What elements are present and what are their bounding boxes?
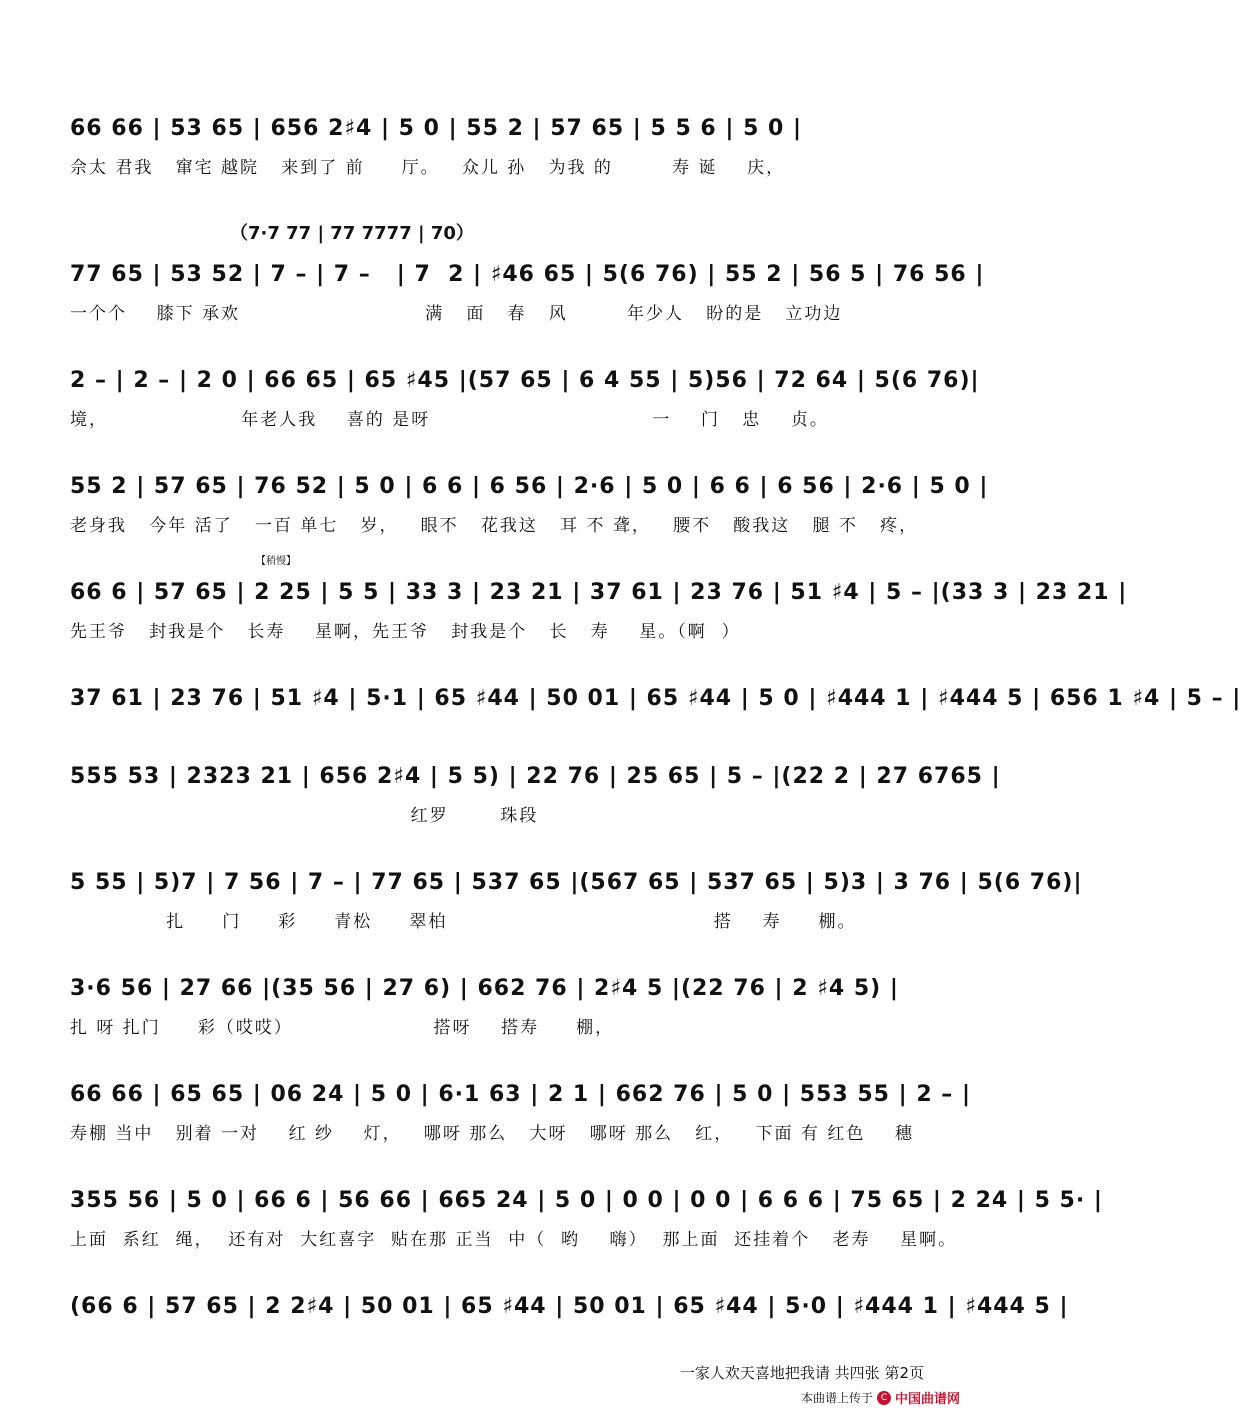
lyric-line: 先王爷 封我是个 长寿 星啊，先王爷 封我是个 长 寿 星。（啊 ）	[70, 622, 741, 642]
site-logo-icon: C	[877, 1391, 891, 1405]
notation-line: 66 66 | 65 65 | 06 24 | 5 0 | 6·1 63 | 2 1 | 662 76 | 5 0 | 553 55 | 2 – |	[70, 1082, 971, 1107]
lyric-line: 寿棚 当中 别着 一对 红 纱 灯， 哪呀 那么 大呀 哪呀 那么 红， 下面 有 红色 穗	[70, 1124, 914, 1144]
tempo-marking: 【稍慢】	[256, 556, 296, 567]
lyric-line: 一个个 膝下 承欢 满 面 春 风 年少人 盼的是 立功边	[70, 304, 843, 324]
notation-line: 555 53 | 2323 21 | 656 2♯4 | 5 5) | 22 76 | 25 65 | 5 – |(22 2 | 27 6765 |	[70, 764, 1001, 789]
notation-line: 37 61 | 23 76 | 51 ♯4 | 5·1 | 65 ♯44 | 50 01 | 65 ♯44 | 5 0 | ♯444 1 | ♯444 5 | 656 1 ♯4 | 5 – |	[70, 686, 1241, 711]
notation-line: 3·6 56 | 27 66 |(35 56 | 27 6) | 662 76 | 2♯4 5 |(22 76 | 2 ♯4 5) |	[70, 976, 899, 1001]
notation-line: 355 56 | 5 0 | 66 6 | 56 66 | 665 24 | 5 0 | 0 0 | 0 0 | 6 6 6 | 75 65 | 2 24 | 5 5· |	[70, 1188, 1103, 1213]
notation-line: 66 6 | 57 65 | 2 25 | 5 5 | 33 3 | 23 21 | 37 61 | 23 76 | 51 ♯4 | 5 – |(33 3 | 23 21 |	[70, 580, 1128, 605]
ornament-line: （7·7 77 | 77 7777 | 70）	[230, 223, 474, 244]
lyric-line: 上面 系红 绳， 还有对 大红喜字 贴在那 正当 中（ 哟 嗨） 那上面 还挂着个 老寿 星啊。	[70, 1230, 958, 1250]
notation-line: 5 55 | 5)7 | 7 56 | 7 – | 77 65 | 537 65 |(567 65 | 537 65 | 5)3 | 3 76 | 5(6 76)|	[70, 870, 1083, 895]
lyric-line: 扎 门 彩 青松 翠柏 搭 寿 棚。	[70, 912, 857, 932]
lyric-line: 佘太 君我 窜宅 越院 来到了 前 厅。 众儿 孙 为我 的 寿 诞 庆，	[70, 158, 786, 178]
notation-line: 66 66 | 53 65 | 656 2♯4 | 5 0 | 55 2 | 57 65 | 5 5 6 | 5 0 |	[70, 116, 803, 141]
site-logo-text: 中国曲谱网	[894, 1392, 960, 1407]
upload-label: 本曲谱上传于	[800, 1391, 873, 1405]
lyric-line: 扎 呀 扎门 彩（哎哎） 搭呀 搭寿 棚，	[70, 1018, 615, 1038]
lyric-line: 老身我 今年 活了 一百 单七 岁， 眼不 花我这 耳 不 聋， 腰不 酸我这 腿 不 疼，	[70, 516, 919, 536]
notation-line: 55 2 | 57 65 | 76 52 | 5 0 | 6 6 | 6 56 | 2·6 | 5 0 | 6 6 | 6 56 | 2·6 | 5 0 |	[70, 474, 989, 499]
lyric-line: 红罗 珠段	[70, 806, 539, 826]
lyric-line: 境， 年老人我 喜的 是呀 一 门 忠 贞。	[70, 410, 829, 430]
notation-line: 77 65 | 53 52 | 7 – | 7 – | 7 2 | ♯46 65 | 5(6 76) | 55 2 | 56 5 | 76 56 |	[70, 262, 985, 287]
footer-upload-note	[801, 1388, 960, 1407]
footer-page-info: 一家人欢天喜地把我请 共四张 第2页	[679, 1364, 924, 1382]
notation-line: 2 – | 2 – | 2 0 | 66 65 | 65 ♯45 |(57 65 | 6 4 55 | 5)56 | 72 64 | 5(6 76)|	[70, 368, 980, 393]
notation-line: (66 6 | 57 65 | 2 2♯4 | 50 01 | 65 ♯44 | 50 01 | 65 ♯44 | 5·0 | ♯444 1 | ♯444 5 |	[70, 1294, 1069, 1319]
